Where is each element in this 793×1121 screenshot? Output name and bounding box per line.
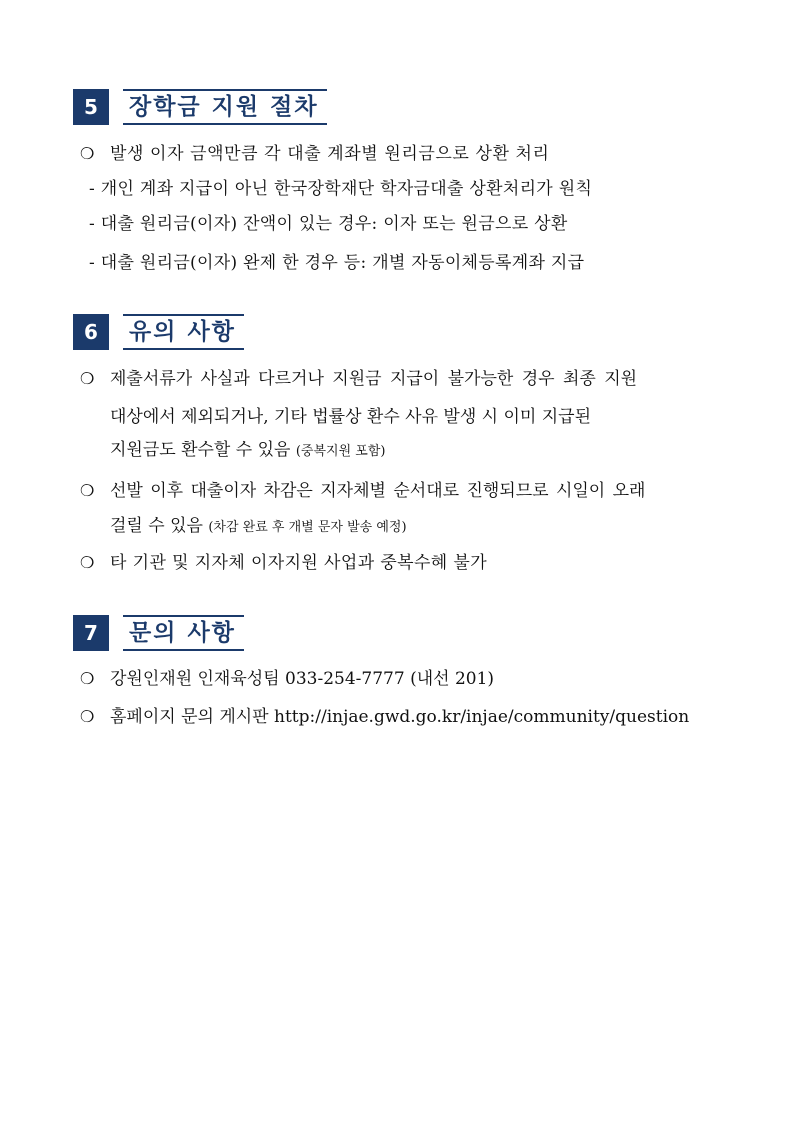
note-text: (중복지원 포함) — [295, 444, 386, 459]
text-line: 홈페이지 문의 게시판 — [110, 707, 269, 727]
contact-text — [110, 706, 689, 728]
text-line: 걸릴 수 있음 — [110, 516, 203, 536]
note-text: (차감 완료 후 개별 문자 발송 예정) — [208, 520, 407, 535]
circle-bullet-icon: ❍ — [80, 481, 95, 500]
sub-item: - 개인 계좌 지급이 아닌 한국장학재단 학자금대출 상환처리가 원칙 — [89, 179, 593, 199]
section-title: 문의 사항 — [123, 615, 244, 651]
circle-bullet-icon: ❍ — [80, 369, 95, 388]
section-number: 5 — [73, 89, 109, 125]
section-number: 7 — [73, 615, 109, 651]
contact-text: 강원인재원 인재육성팀 033-254-7777 (내선 201) — [110, 669, 495, 689]
body-text: 선발 이후 대출이자 차감은 지자체별 순서대로 진행되므로 시일이 오래 — [110, 481, 646, 501]
text-line: 지원금도 환수할 수 있음 — [110, 440, 291, 460]
body-text — [110, 439, 385, 463]
body-text: 타 기관 및 지자체 이자지원 사업과 중복수혜 불가 — [110, 553, 488, 573]
circle-bullet-icon: ❍ — [80, 669, 95, 688]
text-line: 제출서류가 사실과 다르거나 지원금 지급이 불가능한 경우 최종 지원 — [110, 369, 638, 389]
section-title: 유의 사항 — [123, 314, 244, 350]
body-text — [110, 368, 725, 390]
circle-bullet-icon: ❍ — [80, 144, 95, 163]
body-text: 대상에서 제외되거나, 기타 법률상 환수 사유 발생 시 이미 지급된 — [110, 407, 592, 427]
body-text — [110, 515, 407, 539]
section-title: 장학금 지원 절차 — [123, 89, 327, 125]
sub-item: - 대출 원리금(이자) 잔액이 있는 경우: 이자 또는 원금으로 상환 — [89, 214, 568, 234]
section-number: 6 — [73, 314, 109, 350]
board-url-link[interactable]: http://injae.gwd.go.kr/injae/community/question — [274, 707, 690, 727]
circle-bullet-icon: ❍ — [80, 707, 95, 726]
circle-bullet-icon: ❍ — [80, 553, 95, 572]
body-text: 발생 이자 금액만큼 각 대출 계좌별 원리금으로 상환 처리 — [110, 144, 550, 164]
sub-item: - 대출 원리금(이자) 완제 한 경우 등: 개별 자동이체등록계좌 지급 — [89, 253, 585, 273]
